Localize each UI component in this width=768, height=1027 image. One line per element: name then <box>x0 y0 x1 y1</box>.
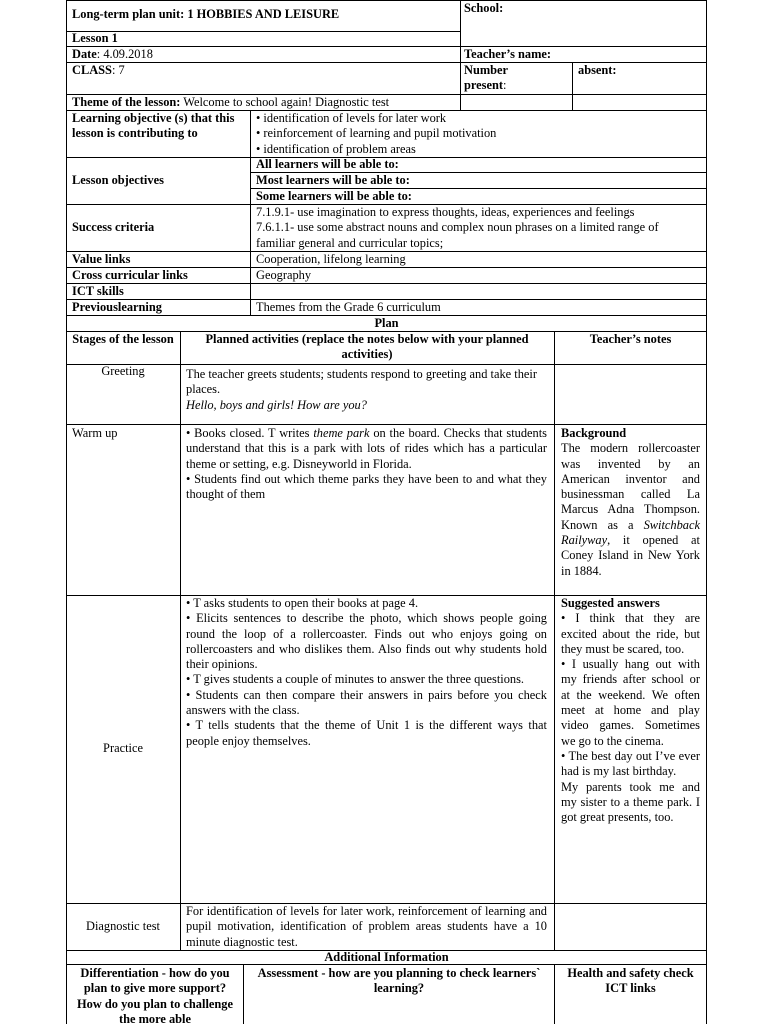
unit-value: 1 HOBBIES AND LEISURE <box>187 7 340 21</box>
warm-up-notes: Background The modern rollercoaster was invented by an American inventor and businessman called La Marcus Adna Thompson. Known as a Switchback Railyway, it opened at Coney Island in New York in 1884. <box>561 426 700 578</box>
date-field <box>72 47 153 62</box>
stage-practice: Practice <box>103 741 143 755</box>
theme-value: Welcome to school again! Diagnostic test <box>183 95 390 109</box>
notes-title: Suggested answers <box>561 596 660 610</box>
absent-label: absent: <box>578 63 617 77</box>
unit-title <box>72 7 457 22</box>
practice-notes <box>561 596 700 825</box>
unit-label: Long-term plan unit: <box>72 7 185 21</box>
class-field <box>72 63 125 78</box>
lesson-objectives-label: Lesson objectives <box>72 173 164 187</box>
most-learners-label: Most learners will be able to: <box>256 173 410 187</box>
learning-objective-list <box>256 111 701 157</box>
list-item: • T tells students that the theme of Unit 1 is the different ways that people enjoy themselves. <box>186 718 547 748</box>
plan-title: Plan <box>374 316 399 330</box>
date-label: Date <box>72 47 97 61</box>
list-item: 7.1.9.1- use imagination to express thoughts, ideas, experiences and feelings <box>256 205 635 219</box>
some-learners-label: Some learners will be able to: <box>256 189 412 203</box>
value-links-value: Cooperation, lifelong learning <box>256 252 406 266</box>
success-criteria-list <box>256 205 696 251</box>
list-item: • identification of problem areas <box>256 141 416 156</box>
notes-title: Background <box>561 426 627 440</box>
cross-curricular-label: Cross curricular links <box>72 268 188 282</box>
list-item: • Elicits sentences to describe the photo, which shows people going round the loop of a rollercoaster. Finds out who enjoys going on rollercoasters and who dislikes them. Also finds out why students hold their opinions. <box>186 611 547 672</box>
stage-diagnostic-test: Diagnostic test <box>86 919 160 933</box>
list-item: • T gives students a couple of minutes to answer the three questions. <box>186 672 525 687</box>
list-item: • I think that they are excited about the ride, but they must be scared, too. <box>561 611 700 656</box>
stage-greeting: Greeting <box>101 364 145 378</box>
warm-up-activity: • Books closed. T writes theme park on the board. Checks that students understand that this is a park with lots of rides which has a particular theme or setting, e.g. Disneyworld in Florida. • Students find out which theme parks they have been to and what they thought of them <box>186 426 548 502</box>
diagnostic-test-activity: For identification of levels for later work, reinforcement of learning and pupil motivation, identification of problem areas students have a 10 minute diagnostic test. <box>186 904 547 949</box>
list-item: • The best day out I’ve ever had is my last birthday. <box>561 748 700 779</box>
list-item: My parents took me and my sister to a theme park. I got great presents, too. <box>561 779 700 825</box>
col-header-notes: Teacher’s notes <box>589 332 672 346</box>
teacher-name-label: Teacher’s name: <box>464 47 552 61</box>
list-item: • identification of levels for later work <box>256 111 447 125</box>
date-value: : 4.09.2018 <box>96 47 153 61</box>
all-learners-label: All learners will be able to: <box>256 157 399 171</box>
col-header-stages: Stages of the lesson <box>72 332 174 346</box>
list-item: • I usually hang out with my friends after school or at the weekend. We often meet at home and play video games. Sometimes we go to the cinema. <box>561 657 700 748</box>
success-criteria-label: Success criteria <box>72 220 155 234</box>
list-item: • T asks students to open their books at page 4. <box>186 596 419 610</box>
lesson-number: Lesson 1 <box>72 31 118 45</box>
learning-objective-label: Learning objective (s) that this lesson is contributing to <box>72 111 235 141</box>
additional-information-title: Additional Information <box>324 950 449 964</box>
col-header-activities: Planned activities (replace the notes below with your planned activities) <box>205 332 529 362</box>
theme-of-lesson <box>72 95 457 110</box>
assessment-header: Assessment - how are you planning to check learners` learning? <box>257 966 541 996</box>
cross-curricular-value: Geography <box>256 268 312 282</box>
list-item: • reinforcement of learning and pupil motivation <box>256 126 497 141</box>
differentiation-header: Differentiation - how do you plan to give more support? How do you plan to challenge the more able <box>77 966 233 1026</box>
greeting-activity: The teacher greets students; students respond to greeting and take their places. Hello, boys and girls! How are you? <box>186 367 537 412</box>
number-present-label: Number present: <box>464 63 509 93</box>
class-value: : 7 <box>111 63 125 77</box>
class-label: CLASS <box>72 63 112 77</box>
practice-activity <box>186 596 547 749</box>
ict-skills-label: ICT skills <box>72 284 124 298</box>
list-item: • Students can then compare their answers in pairs before you check answers with the class. <box>186 687 547 718</box>
list-item: 7.6.1.1- use some abstract nouns and complex noun phrases on a limited range of familiar general and curricular topics; <box>256 220 659 250</box>
previous-learning-label: Previouslearning <box>72 300 162 314</box>
previous-learning-value: Themes from the Grade 6 curriculum <box>256 300 441 314</box>
theme-label: Theme of the lesson: <box>72 95 181 109</box>
health-safety-header: Health and safety check ICT links <box>567 966 694 996</box>
value-links-label: Value links <box>72 252 131 266</box>
stage-warm-up: Warm up <box>72 426 118 440</box>
school-label: School: <box>464 1 504 15</box>
